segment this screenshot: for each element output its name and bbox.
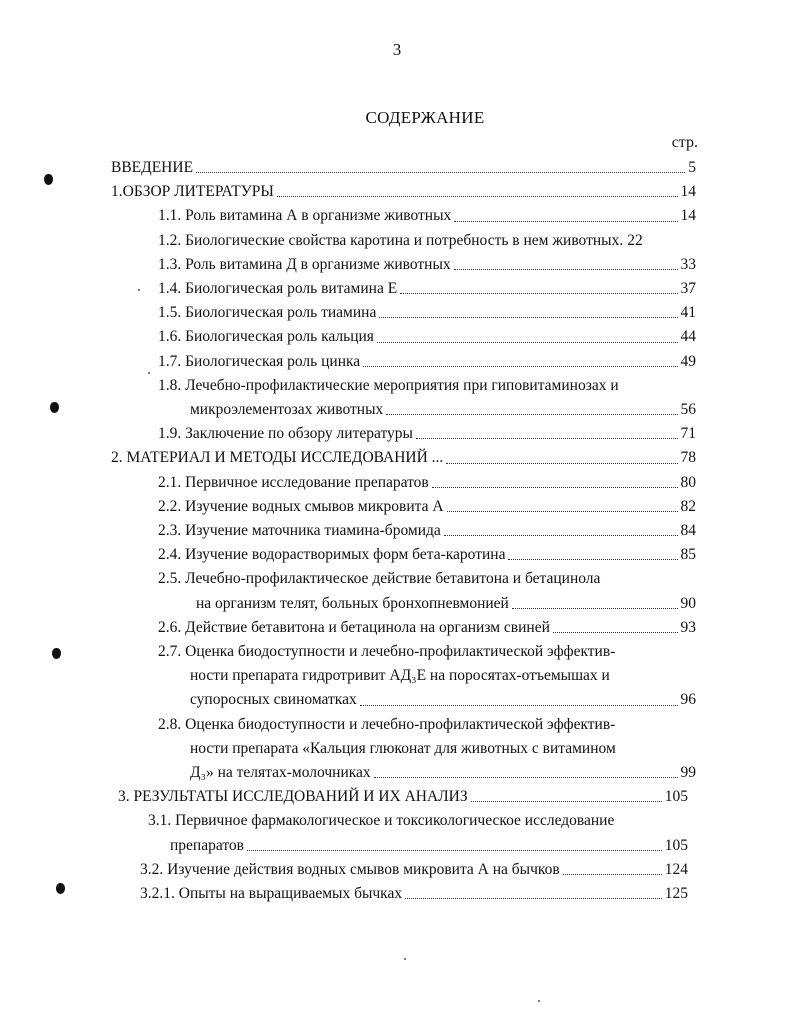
dot-leader [508, 543, 677, 560]
toc-entry-3-1-line1: 3.1. Первичное фармакологическое и токсикологическое исследование [148, 812, 615, 830]
dot-leader [512, 592, 678, 609]
toc-entry-2-6 [158, 616, 696, 640]
toc-entry-text: 1.9. Заключение по обзору литературы [158, 425, 413, 443]
scan-speck [538, 1000, 540, 1002]
toc-entry-page: 78 [680, 449, 696, 467]
toc-entry-text: 1.3. Роль витамина Д в организме животных [158, 255, 451, 273]
toc-entry-text: 3.2.1. Опыты на выращиваемых бычках [140, 885, 403, 903]
toc-entry-1-3 [158, 253, 696, 277]
toc-entry-1-2 [158, 229, 696, 253]
dot-leader [563, 858, 662, 875]
dot-leader [454, 253, 678, 270]
toc-entry-3-2 [140, 858, 688, 882]
dot-leader [374, 761, 678, 778]
toc-entry-1-8-line2 [190, 398, 696, 422]
toc-entry-page: 85 [680, 546, 696, 564]
dot-leader [360, 688, 678, 705]
toc-entry-page: 71 [680, 425, 696, 443]
toc-entry-chapter-2 [111, 446, 696, 470]
toc-entry-1-9 [158, 422, 696, 446]
toc-entry-text: 3. РЕЗУЛЬТАТЫ ИССЛЕДОВАНИЙ И ИХ АНАЛИЗ [118, 788, 468, 806]
toc-entry-text: 1.4. Биологическая роль витамина Е [158, 280, 398, 298]
toc-entry-introduction [111, 156, 696, 180]
toc-entry-text: 1.7. Биологическая роль цинка [158, 352, 361, 370]
toc-entry-1-6 [158, 325, 696, 349]
toc-entry-2-5-line2 [196, 592, 696, 616]
toc-entry-text: 2.6. Действие бетавитона и бетацинола на организм свиней [158, 618, 550, 636]
toc-entry-text: 1.6. Биологическая роль кальция [158, 328, 374, 346]
toc-entry-page: 105 [664, 788, 688, 806]
toc-entry-text: на организм телят, больных бронхопневмонией [196, 594, 509, 612]
toc-entry-text: 1.1. Роль витамина А в организме животных [158, 207, 452, 225]
toc-entry-page: 14 [680, 183, 696, 201]
toc-entry-text: микроэлементозах животных [190, 401, 384, 419]
binder-hole-mark [52, 648, 61, 659]
toc-entry-page: 96 [680, 691, 696, 709]
toc-entry-page: 105 [664, 836, 688, 854]
binder-hole-mark [44, 174, 53, 185]
toc-entry-text: 1.ОБЗОР ЛИТЕРАТУРЫ [111, 183, 274, 201]
dot-leader [196, 156, 685, 173]
toc-entry-page: 82 [680, 497, 696, 515]
toc-entry-text: 1.2. Биологические свойства каротина и потребность в нем животных. [158, 231, 624, 249]
toc-entry-text: препаратов [170, 836, 244, 854]
toc-entry-3-2-1 [140, 882, 688, 906]
toc-entry-3-1-line2 [170, 834, 688, 858]
toc-entry-text: Д₃» на телятах-молочниках [190, 764, 371, 782]
binder-hole-mark [50, 402, 59, 413]
dot-leader [471, 785, 662, 802]
dot-leader [247, 834, 662, 851]
toc-entry-page: 5 [688, 159, 696, 176]
toc-entry-page: 84 [680, 522, 696, 540]
dot-leader [444, 519, 678, 536]
scan-speck [148, 372, 150, 374]
toc-entry-2-8-line2: ности препарата «Кальция глюконат для животных с витамином [190, 739, 616, 757]
toc-entry-2-7-line3 [190, 688, 696, 712]
toc-entry-1-8-line1: 1.8. Лечебно-профилактические мероприятия при гиповитаминозах и [158, 376, 619, 394]
toc-entry-2-8-line3 [190, 761, 696, 785]
toc-entry-text: 2.1. Первичное исследование препаратов [158, 473, 429, 491]
toc-entry-text: 2. МАТЕРИАЛ И МЕТОДЫ ИССЛЕДОВАНИЙ ... [111, 449, 444, 467]
dot-leader [277, 180, 678, 197]
toc-entry-2-1 [158, 471, 696, 495]
scan-speck [404, 958, 406, 960]
toc-entry-1-4 [158, 277, 696, 301]
toc-entry-text: супоросных свиноматках [190, 691, 357, 709]
toc-entry-page: 56 [680, 401, 696, 419]
toc-entry-page: 49 [680, 352, 696, 370]
dot-leader [416, 422, 678, 439]
toc-entry-text: 3.2. Изучение действия водных смывов микровита А на бычков [140, 860, 560, 878]
dot-leader [446, 446, 677, 463]
binder-hole-mark [56, 883, 65, 894]
toc-entry-text: 2.2. Изучение водных смывов микровита А [158, 497, 444, 515]
toc-entry-text: 2.4. Изучение водорастворимых форм бета-каротина [158, 546, 506, 564]
pages-column-label: стр. [671, 134, 698, 151]
toc-entry-page: 125 [664, 885, 688, 903]
toc-entry-page: 33 [680, 255, 696, 273]
dot-leader [553, 616, 678, 633]
toc-entry-2-5-line1: 2.5. Лечебно-профилактическое действие бетавитона и бетацинола [158, 570, 601, 588]
dot-leader [405, 882, 662, 899]
dot-leader [363, 350, 677, 367]
dot-leader [447, 495, 678, 512]
toc-entry-2-7-line1: 2.7. Оценка биодоступности и лечебно-профилактической эффектив- [158, 643, 616, 661]
toc-entry-2-4 [158, 543, 696, 567]
toc-entry-page: 80 [680, 473, 696, 491]
toc-entry-1-7 [158, 350, 696, 374]
dot-leader [377, 325, 678, 342]
toc-entry-1-1 [158, 204, 696, 228]
toc-title: СОДЕРЖАНИЕ [365, 108, 485, 127]
toc-entry-2-3 [158, 519, 696, 543]
table-of-contents [0, 156, 794, 906]
toc-entry-chapter-1 [111, 180, 696, 204]
toc-entry-2-8-line1: 2.8. Оценка биодоступности и лечебно-профилактической эффектив- [158, 715, 616, 733]
toc-entry-text: 2.3. Изучение маточника тиамина-бромида [158, 522, 441, 540]
toc-entry-page: 14 [680, 207, 696, 225]
toc-entry-text: 1.5. Биологическая роль тиамина [158, 304, 377, 322]
toc-entry-page: 99 [680, 764, 696, 782]
toc-entry-page: 41 [680, 304, 696, 322]
toc-entry-page: 90 [680, 594, 696, 612]
toc-entry-chapter-3 [118, 785, 688, 809]
dot-leader [386, 398, 677, 415]
dot-leader [400, 277, 677, 294]
toc-entry-page: 37 [680, 280, 696, 298]
toc-entry-page: 44 [680, 328, 696, 346]
scan-speck [138, 289, 140, 291]
toc-entry-page: 22 [627, 231, 643, 249]
toc-entry-1-5 [158, 301, 696, 325]
dot-leader [432, 471, 678, 488]
toc-entry-2-2 [158, 495, 696, 519]
page-number: 3 [392, 40, 402, 59]
toc-entry-2-7-line2: ности препарата гидротривит АД₃Е на поросятах-отъемышах и [190, 667, 610, 685]
dot-leader [379, 301, 677, 318]
dot-leader [454, 204, 677, 221]
toc-entry-page: 93 [680, 618, 696, 636]
toc-entry-page: 124 [664, 860, 688, 878]
toc-entry-text: ВВЕДЕНИЕ [111, 159, 194, 176]
